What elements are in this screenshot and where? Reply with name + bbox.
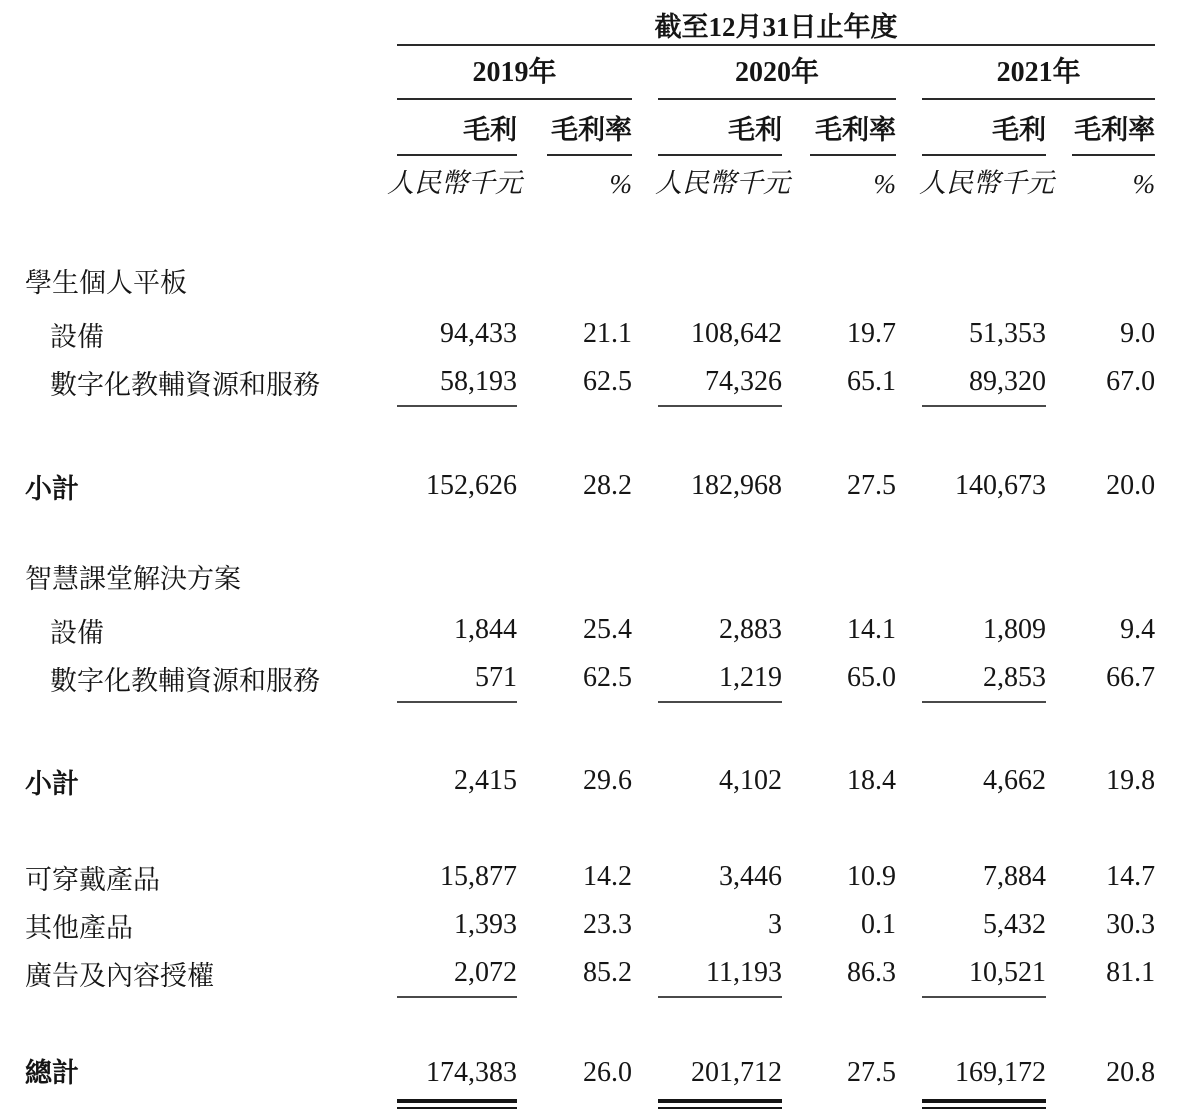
value-gm-2020 bbox=[810, 1049, 896, 1109]
value-gm-2020: 14.1 bbox=[847, 614, 896, 645]
value-gm-2020: 65.1 bbox=[847, 366, 896, 397]
spacer-row bbox=[0, 702, 1180, 757]
gap-cell bbox=[896, 654, 922, 702]
value-gm-2020: 0.1 bbox=[861, 909, 896, 940]
value-gp-2021 bbox=[922, 1049, 1046, 1109]
total-value: 20.8 bbox=[1106, 1057, 1156, 1088]
value-gp-2021: 1,809 bbox=[983, 614, 1046, 645]
gap-cell bbox=[896, 853, 922, 901]
value-gm-2021: 81.1 bbox=[1106, 957, 1156, 988]
gap-cell bbox=[1046, 1049, 1072, 1109]
gap-cell bbox=[517, 1049, 547, 1109]
gap-cell bbox=[896, 99, 922, 155]
gap-cell bbox=[896, 757, 922, 805]
gap-cell bbox=[1155, 99, 1180, 155]
gap-cell bbox=[517, 654, 547, 702]
value-gm-2021: 9.0 bbox=[1120, 318, 1156, 349]
section-label: 智慧課堂解決方案 bbox=[25, 563, 241, 594]
gap-cell bbox=[1046, 606, 1072, 654]
gap-cell bbox=[1155, 462, 1180, 510]
value-gm-2020: 86.3 bbox=[847, 957, 896, 988]
row-subtotal-2 bbox=[0, 757, 1180, 805]
gap-cell bbox=[632, 45, 658, 99]
gap-cell bbox=[370, 310, 397, 358]
col-gm-2019: 毛利率 bbox=[547, 99, 632, 155]
gap-cell bbox=[370, 0, 397, 45]
gap-cell bbox=[370, 462, 397, 510]
gap-cell bbox=[1046, 654, 1072, 702]
value-gm-2020: 19.7 bbox=[847, 318, 896, 349]
value-gm-2021: 9.4 bbox=[1120, 614, 1156, 645]
value-gp-2019: 1,393 bbox=[454, 909, 517, 940]
gap-cell bbox=[1155, 0, 1180, 45]
value-gp-2019: 58,193 bbox=[397, 358, 517, 406]
gap-cell bbox=[517, 99, 547, 155]
value-gm-2019: 25.4 bbox=[583, 614, 632, 645]
value-gm-2019: 28.2 bbox=[583, 470, 632, 501]
value-gp-2019: 152,626 bbox=[426, 470, 517, 501]
spacer-row bbox=[0, 406, 1180, 462]
gap-cell bbox=[517, 949, 547, 997]
value-gp-2020: 108,642 bbox=[691, 318, 782, 349]
value-gm-2019: 23.3 bbox=[583, 909, 632, 940]
gap-cell bbox=[632, 853, 658, 901]
value-gm-2020: 65.0 bbox=[847, 662, 896, 693]
row-digital-resources-2 bbox=[0, 654, 1180, 702]
col-gm-2020: 毛利率 bbox=[810, 99, 896, 155]
gap-cell bbox=[632, 1049, 658, 1109]
value-gp-2021: 140,673 bbox=[955, 470, 1046, 501]
value-gp-2021: 89,320 bbox=[922, 358, 1046, 406]
row-advertising-licensing bbox=[0, 949, 1180, 997]
col-gp-2020: 毛利 bbox=[658, 99, 782, 155]
spacer-row bbox=[0, 205, 1180, 256]
gap-cell bbox=[782, 606, 810, 654]
double-rule bbox=[658, 1099, 782, 1109]
gap-cell bbox=[632, 654, 658, 702]
row-wearables bbox=[0, 853, 1180, 901]
gap-cell bbox=[1155, 155, 1180, 205]
gap-cell bbox=[1155, 358, 1180, 406]
header-subcols-row bbox=[0, 99, 1180, 155]
gap-cell bbox=[1155, 1049, 1180, 1109]
year-2021: 2021年 bbox=[922, 45, 1155, 99]
value-gm-2019: 85.2 bbox=[583, 957, 632, 988]
value-gp-2019: 15,877 bbox=[440, 861, 517, 892]
value-gm-2021: 66.7 bbox=[1106, 662, 1156, 693]
gap-cell bbox=[1046, 853, 1072, 901]
row-label: 設備 bbox=[50, 617, 104, 648]
gap-cell bbox=[896, 949, 922, 997]
spacer-cell bbox=[0, 702, 1180, 757]
row-label: 設備 bbox=[50, 321, 104, 352]
value-gm-2020: 27.5 bbox=[847, 470, 896, 501]
value-gm-2019: 62.5 bbox=[583, 366, 632, 397]
year-2019: 2019年 bbox=[397, 45, 632, 99]
value-gm-2021: 14.7 bbox=[1106, 861, 1156, 892]
gap-cell bbox=[370, 949, 397, 997]
gap-cell bbox=[1155, 757, 1180, 805]
spacer-row bbox=[0, 997, 1180, 1049]
gap-cell bbox=[517, 310, 547, 358]
row-label: 可穿戴產品 bbox=[25, 864, 160, 895]
value-gp-2020 bbox=[658, 1049, 782, 1109]
gap-cell bbox=[517, 901, 547, 949]
gap-cell bbox=[370, 256, 1180, 304]
gap-cell bbox=[896, 606, 922, 654]
gap-cell bbox=[782, 358, 810, 406]
row-equipment-1 bbox=[0, 310, 1180, 358]
unit-pct-2021: % bbox=[1132, 169, 1156, 199]
gap-cell bbox=[632, 462, 658, 510]
gap-cell bbox=[370, 757, 397, 805]
gap-cell bbox=[0, 45, 370, 99]
gap-cell bbox=[1155, 310, 1180, 358]
row-label: 廣告及內容授權 bbox=[25, 960, 214, 991]
gap-cell bbox=[632, 606, 658, 654]
row-total bbox=[0, 1049, 1180, 1109]
value-gm-2019: 14.2 bbox=[583, 861, 632, 892]
value-gp-2020: 3,446 bbox=[719, 861, 782, 892]
row-equipment-2 bbox=[0, 606, 1180, 654]
row-digital-resources-1 bbox=[0, 358, 1180, 406]
col-gp-2019: 毛利 bbox=[397, 99, 517, 155]
value-gp-2019: 2,072 bbox=[397, 949, 517, 997]
value-gm-2020: 10.9 bbox=[847, 861, 896, 892]
total-value: 169,172 bbox=[955, 1057, 1046, 1088]
gap-cell bbox=[1155, 45, 1180, 99]
spacer-cell bbox=[0, 805, 1180, 853]
gap-cell bbox=[896, 901, 922, 949]
gap-cell bbox=[370, 552, 1180, 600]
header-units-row bbox=[0, 155, 1180, 205]
value-gm-2019: 62.5 bbox=[583, 662, 632, 693]
gap-cell bbox=[782, 1049, 810, 1109]
section-smart-classroom-row bbox=[0, 552, 1180, 600]
row-subtotal-1 bbox=[0, 462, 1180, 510]
gap-cell bbox=[370, 853, 397, 901]
value-gm-2021: 19.8 bbox=[1106, 765, 1156, 796]
double-rule bbox=[922, 1099, 1046, 1109]
total-value: 201,712 bbox=[691, 1057, 782, 1088]
value-gp-2019: 2,415 bbox=[454, 765, 517, 796]
unit-rmb-2020: 人民幣千元 bbox=[655, 168, 790, 198]
gap-cell bbox=[1046, 757, 1072, 805]
gap-cell bbox=[1155, 949, 1180, 997]
gap-cell bbox=[632, 358, 658, 406]
spacer-row bbox=[0, 805, 1180, 853]
unit-pct-2019: % bbox=[609, 169, 632, 199]
gap-cell bbox=[782, 901, 810, 949]
gap-cell bbox=[632, 901, 658, 949]
col-gp-2021: 毛利 bbox=[922, 99, 1046, 155]
row-label: 小計 bbox=[25, 768, 79, 799]
gap-cell bbox=[782, 853, 810, 901]
year-2020: 2020年 bbox=[658, 45, 896, 99]
gap-cell bbox=[0, 155, 370, 205]
value-gm-2020: 18.4 bbox=[847, 765, 896, 796]
gap-cell bbox=[896, 45, 922, 99]
spacer-row bbox=[0, 510, 1180, 552]
value-gp-2020: 3 bbox=[768, 909, 782, 940]
value-gp-2019: 94,433 bbox=[440, 318, 517, 349]
gap-cell bbox=[632, 757, 658, 805]
gap-cell bbox=[1155, 901, 1180, 949]
gap-cell bbox=[370, 99, 397, 155]
gap-cell bbox=[782, 310, 810, 358]
value-gp-2020: 1,219 bbox=[658, 654, 782, 702]
gap-cell bbox=[1155, 606, 1180, 654]
value-gm-2021: 67.0 bbox=[1106, 366, 1156, 397]
value-gp-2020: 74,326 bbox=[658, 358, 782, 406]
unit-pct-2020: % bbox=[873, 169, 896, 199]
gap-cell bbox=[370, 45, 397, 99]
gap-cell bbox=[896, 462, 922, 510]
gap-cell bbox=[1046, 462, 1072, 510]
value-gp-2021: 4,662 bbox=[983, 765, 1046, 796]
value-gp-2021: 51,353 bbox=[969, 318, 1046, 349]
gap-cell bbox=[370, 358, 397, 406]
spacer-cell bbox=[0, 406, 1180, 462]
value-gp-2020: 182,968 bbox=[691, 470, 782, 501]
gap-cell bbox=[896, 1049, 922, 1109]
value-gp-2021: 2,853 bbox=[922, 654, 1046, 702]
gap-cell bbox=[896, 358, 922, 406]
gap-cell bbox=[370, 901, 397, 949]
value-gp-2021: 7,884 bbox=[983, 861, 1046, 892]
header-years-row bbox=[0, 45, 1180, 99]
value-gp-2020: 2,883 bbox=[719, 614, 782, 645]
gap-cell bbox=[782, 757, 810, 805]
total-value: 174,383 bbox=[426, 1057, 517, 1088]
spacer-cell bbox=[0, 510, 1180, 552]
unit-rmb-2021: 人民幣千元 bbox=[919, 168, 1054, 198]
spacer-cell bbox=[0, 997, 1180, 1049]
total-value: 27.5 bbox=[847, 1057, 896, 1088]
value-gp-2020: 4,102 bbox=[719, 765, 782, 796]
gap-cell bbox=[896, 310, 922, 358]
gap-cell bbox=[1046, 949, 1072, 997]
row-label: 數字化教輔資源和服務 bbox=[50, 369, 320, 400]
gap-cell bbox=[370, 654, 397, 702]
value-gp-2019: 1,844 bbox=[454, 614, 517, 645]
gap-cell bbox=[782, 949, 810, 997]
gap-cell bbox=[632, 99, 658, 155]
header-period-row bbox=[0, 0, 1180, 45]
value-gm-2019: 29.6 bbox=[583, 765, 632, 796]
value-gm-2021: 30.3 bbox=[1106, 909, 1156, 940]
value-gp-2019: 571 bbox=[397, 654, 517, 702]
row-label: 數字化教輔資源和服務 bbox=[50, 665, 320, 696]
row-label: 總計 bbox=[25, 1058, 79, 1088]
gap-cell bbox=[1155, 853, 1180, 901]
value-gm-2019 bbox=[547, 1049, 632, 1109]
gap-cell bbox=[0, 0, 370, 45]
gap-cell bbox=[632, 949, 658, 997]
gap-cell bbox=[370, 1049, 397, 1109]
gap-cell bbox=[517, 462, 547, 510]
spacer-cell bbox=[0, 205, 1180, 256]
gap-cell bbox=[1046, 358, 1072, 406]
period-header: 截至12月31日止年度 bbox=[397, 0, 1155, 45]
value-gm-2021: 20.0 bbox=[1106, 470, 1156, 501]
double-rule bbox=[397, 1099, 517, 1109]
gap-cell bbox=[517, 358, 547, 406]
gap-cell bbox=[1155, 654, 1180, 702]
gap-cell bbox=[370, 606, 397, 654]
row-label: 小計 bbox=[25, 473, 79, 504]
value-gp-2020: 11,193 bbox=[658, 949, 782, 997]
value-gm-2021 bbox=[1072, 1049, 1155, 1109]
value-gm-2019: 21.1 bbox=[583, 318, 632, 349]
section-label: 學生個人平板 bbox=[25, 267, 187, 298]
gap-cell bbox=[1046, 901, 1072, 949]
unit-rmb-2019: 人民幣千元 bbox=[387, 168, 522, 198]
gap-cell bbox=[632, 310, 658, 358]
col-gm-2021: 毛利率 bbox=[1072, 99, 1155, 155]
row-other-products bbox=[0, 901, 1180, 949]
value-gp-2019 bbox=[397, 1049, 517, 1109]
gap-cell bbox=[782, 654, 810, 702]
total-value: 26.0 bbox=[583, 1057, 632, 1088]
gap-cell bbox=[517, 757, 547, 805]
section-student-tablet-row bbox=[0, 256, 1180, 304]
row-label: 其他產品 bbox=[25, 912, 133, 943]
gap-cell bbox=[517, 853, 547, 901]
gap-cell bbox=[1046, 99, 1072, 155]
gap-cell bbox=[1046, 310, 1072, 358]
gap-cell bbox=[517, 606, 547, 654]
value-gp-2021: 5,432 bbox=[983, 909, 1046, 940]
gap-cell bbox=[782, 462, 810, 510]
gap-cell bbox=[782, 99, 810, 155]
value-gp-2021: 10,521 bbox=[922, 949, 1046, 997]
gap-cell bbox=[0, 99, 370, 155]
